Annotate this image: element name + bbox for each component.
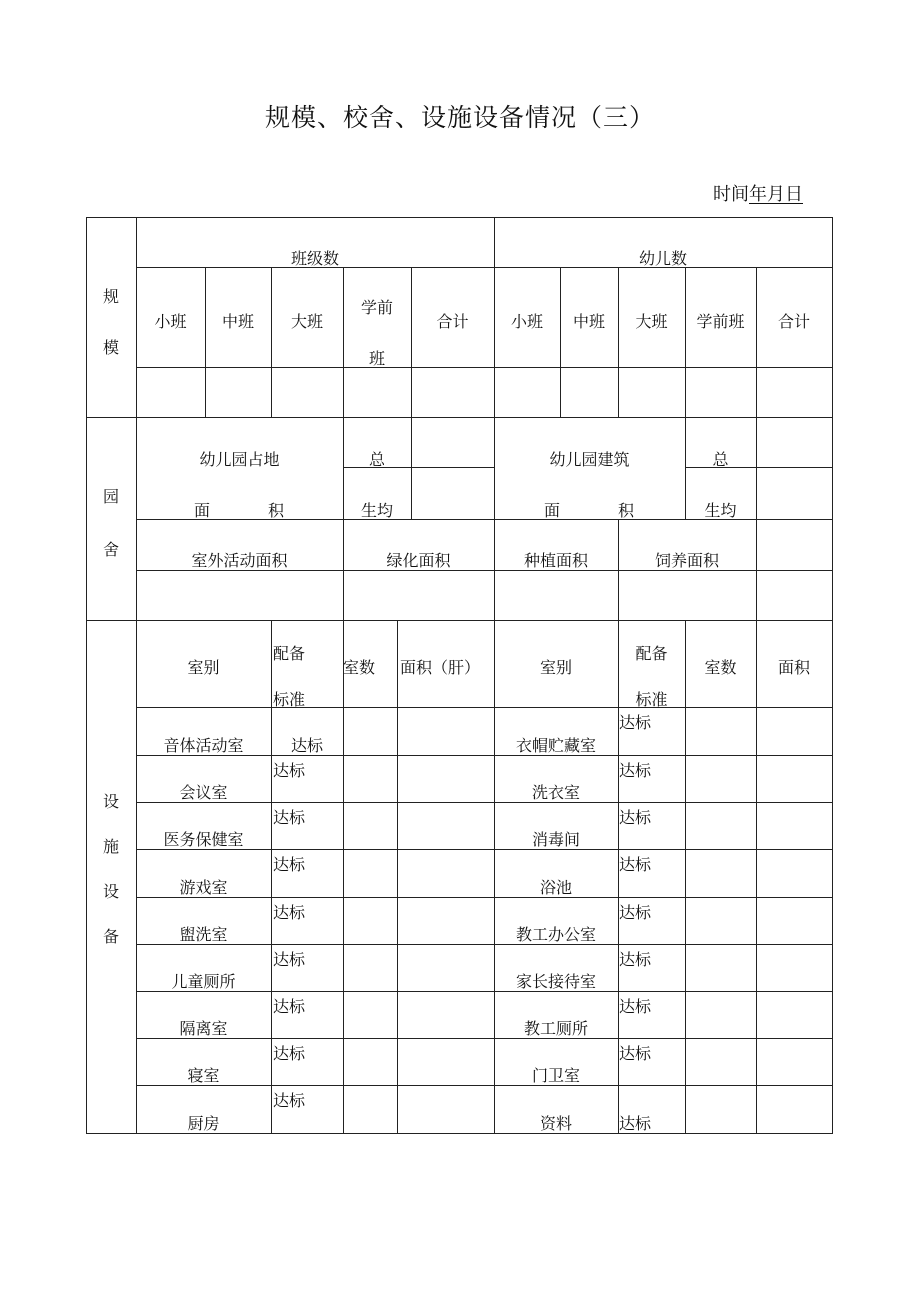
grid-line — [685, 267, 686, 418]
room-name-left: 厨房 — [187, 1114, 220, 1133]
standard-value-right: 达标 — [619, 808, 652, 827]
child-col-header: 大班 — [635, 312, 668, 331]
area-header: 面积（肝） — [400, 658, 481, 677]
standard-value-right: 达标 — [619, 950, 652, 969]
planting-area-label: 种植面积 — [523, 551, 588, 570]
table-right-border — [832, 217, 833, 1134]
room-name-left: 游戏室 — [179, 878, 228, 897]
child-col-header: 小班 — [510, 312, 543, 331]
land-total-label: 总 — [368, 450, 385, 469]
grid-line — [86, 620, 833, 621]
facility-section-label-char: 设 — [102, 792, 119, 811]
standard-value-left: 达标 — [273, 808, 306, 827]
room-name-left: 儿童厕所 — [171, 972, 236, 991]
room-name-right: 教工厕所 — [523, 1019, 588, 1038]
room-name-right: 衣帽贮藏室 — [515, 736, 596, 755]
scale-label-bottom: 模 — [102, 338, 119, 357]
class-col-header: 班 — [368, 349, 385, 368]
room-type-header-right: 室别 — [539, 658, 572, 677]
child-col-header: 中班 — [572, 312, 605, 331]
standard-value-left: 达标 — [290, 736, 323, 755]
grid-line — [271, 267, 272, 418]
standard-value-right: 达标 — [619, 855, 652, 874]
room-name-right: 资料 — [539, 1114, 572, 1133]
grid-line — [136, 367, 833, 368]
class-col-header: 合计 — [436, 312, 469, 331]
building-area-label-a: 面 — [544, 501, 561, 520]
grid-line — [271, 620, 272, 1134]
room-name-right: 洗衣室 — [531, 783, 580, 802]
standard-header-right-line1: 配备 — [635, 644, 668, 663]
grid-line — [205, 267, 206, 418]
child-count-header: 幼儿数 — [638, 249, 687, 268]
land-per-child-label: 生均 — [360, 501, 393, 520]
standard-value-left: 达标 — [273, 997, 306, 1016]
campus-label-bottom: 舍 — [102, 540, 119, 559]
facility-section-label-char: 设 — [102, 882, 119, 901]
room-name-left: 盥洗室 — [179, 925, 228, 944]
class-col-header: 中班 — [221, 312, 254, 331]
room-name-right: 消毒间 — [531, 830, 580, 849]
grid-line — [397, 620, 398, 1134]
grid-line — [411, 417, 412, 520]
green-area-label: 绿化面积 — [386, 551, 451, 570]
grid-line — [756, 620, 757, 1134]
room-name-right: 门卫室 — [531, 1066, 580, 1085]
standard-value-left: 达标 — [273, 1044, 306, 1063]
grid-line — [86, 417, 833, 418]
table-top-border — [86, 217, 833, 218]
child-col-header: 学前班 — [696, 312, 745, 331]
outdoor-area-label: 室外活动面积 — [191, 551, 288, 570]
grid-line — [136, 707, 833, 708]
standard-header-right-line2: 标准 — [635, 690, 668, 709]
building-area-label-b: 积 — [618, 501, 635, 520]
room-name-left: 音体活动室 — [163, 736, 244, 755]
date-line — [713, 180, 803, 206]
standard-value-right: 达标 — [619, 997, 652, 1016]
class-col-header: 大班 — [290, 312, 323, 331]
standard-header-line2: 标准 — [273, 690, 306, 709]
facility-section-label-char: 施 — [102, 837, 119, 856]
standard-value-left: 达标 — [273, 855, 306, 874]
room-type-header: 室别 — [187, 658, 220, 677]
scale-label-top: 规 — [102, 287, 119, 306]
room-name-right: 家长接待室 — [515, 972, 596, 991]
room-count-header: 室数 — [343, 658, 376, 677]
room-name-left: 隔离室 — [179, 1019, 228, 1038]
class-count-header: 班级数 — [290, 249, 339, 268]
standard-value-right: 达标 — [619, 903, 652, 922]
standard-value-right: 达标 — [619, 713, 652, 732]
raising-area-label: 饲养面积 — [654, 551, 719, 570]
land-area-label-b: 积 — [268, 501, 285, 520]
standard-header-line1: 配备 — [273, 644, 306, 663]
building-total-label: 总 — [712, 450, 729, 469]
room-name-left: 会议室 — [179, 783, 228, 802]
room-name-left: 寝室 — [187, 1066, 220, 1085]
room-name-right: 教工办公室 — [515, 925, 596, 944]
grid-line — [343, 267, 344, 418]
class-col-header: 小班 — [154, 312, 187, 331]
child-col-header: 合计 — [777, 312, 810, 331]
standard-value-left: 达标 — [273, 1091, 306, 1110]
land-area-label-a: 面 — [194, 501, 211, 520]
grid-line — [756, 267, 757, 418]
room-name-left: 医务保健室 — [163, 830, 244, 849]
grid-line — [618, 267, 619, 418]
grid-line — [411, 267, 412, 418]
standard-value-left: 达标 — [273, 761, 306, 780]
grid-line — [560, 267, 561, 418]
standard-value-right: 达标 — [619, 1114, 652, 1133]
campus-label-top: 园 — [102, 487, 119, 506]
page-title: 规模、校舍、设施设备情况（三） — [264, 103, 655, 132]
class-col-header: 学前 — [360, 298, 393, 317]
standard-value-left: 达标 — [273, 903, 306, 922]
date-field[interactable]: 年月日 — [749, 184, 803, 205]
grid-line — [343, 620, 344, 1134]
grid-line — [685, 620, 686, 1134]
room-name-right: 浴池 — [539, 878, 572, 897]
area-header-right: 面积 — [777, 658, 810, 677]
standard-value-left: 达标 — [273, 950, 306, 969]
building-area-label: 幼儿园建筑 — [549, 450, 630, 469]
date-label: 时间 — [713, 184, 749, 205]
facility-section-label-char: 备 — [102, 927, 119, 946]
building-per-child-label: 生均 — [704, 501, 737, 520]
room-count-header-right: 室数 — [704, 658, 737, 677]
standard-value-right: 达标 — [619, 1044, 652, 1063]
land-area-label: 幼儿园占地 — [199, 450, 280, 469]
standard-value-right: 达标 — [619, 761, 652, 780]
